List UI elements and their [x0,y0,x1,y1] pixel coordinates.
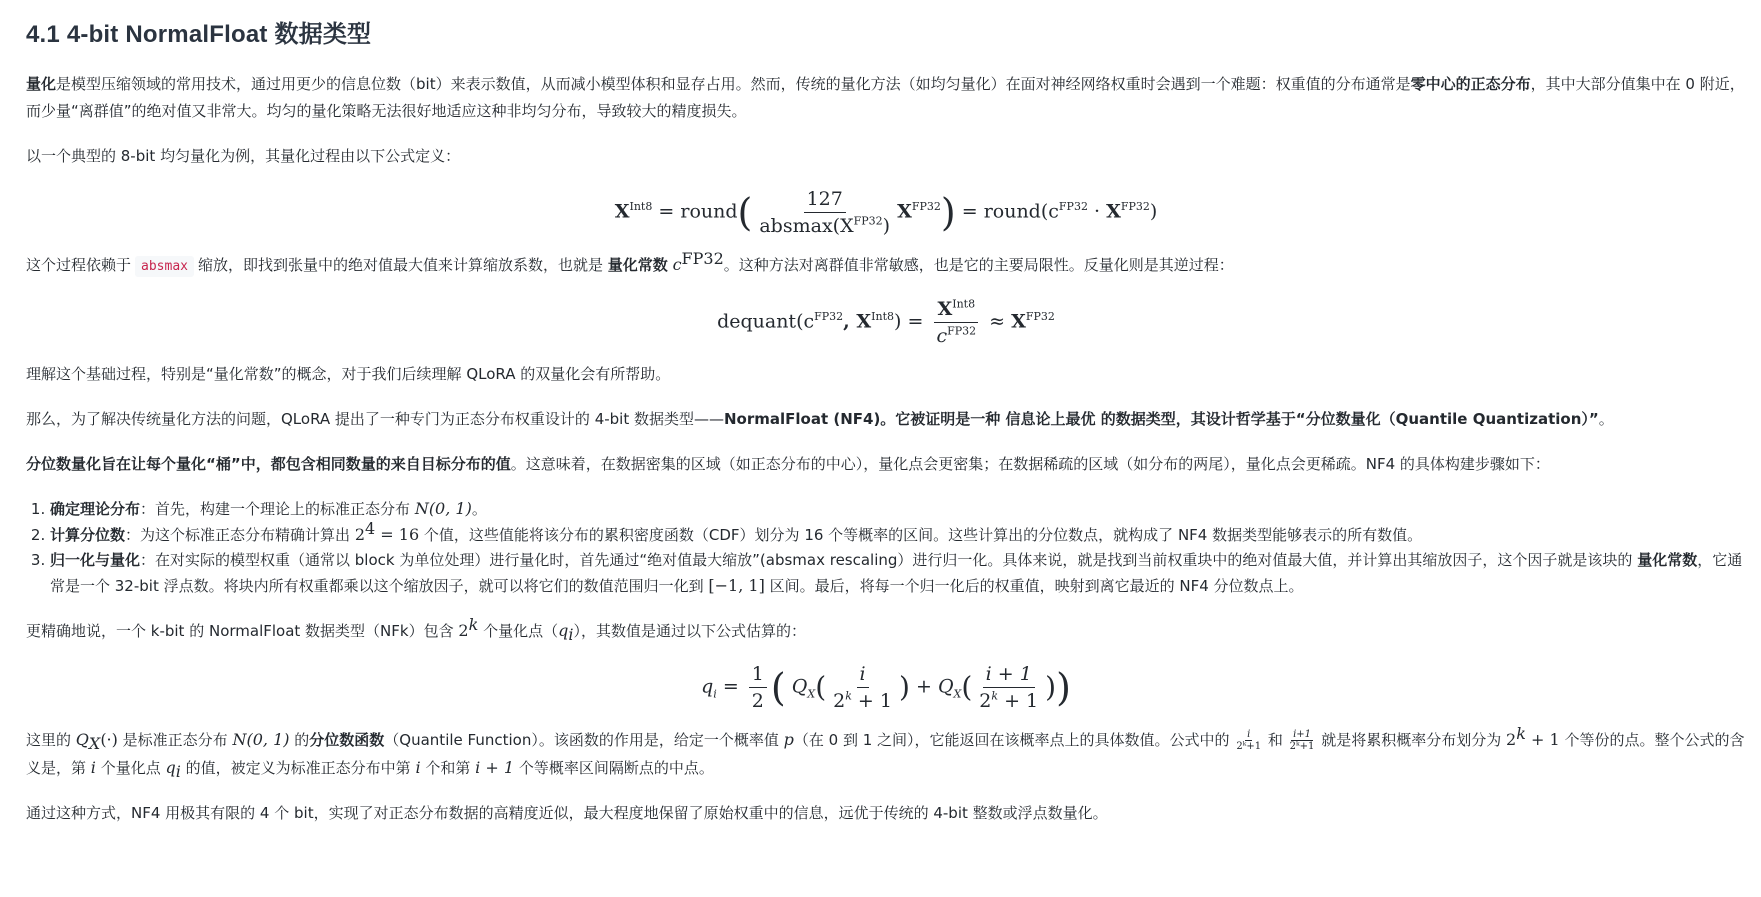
paren-icon: ) [1045,670,1057,704]
math: i [175,762,181,781]
math: k [1516,724,1526,743]
paren-icon: ) [898,670,910,704]
math: 2 [1506,730,1517,749]
math: FP32 [853,214,883,228]
math: 2 [458,621,469,640]
bold-term: 归一化与量化 [50,551,141,569]
text: 那么，为了解决传统量化方法的问题，QLoRA 提出了一种专门为正态分布权重设计的 4-bit 数据类型—— [26,410,724,428]
math: Int8 [871,310,894,324]
list-item [50,496,1746,522]
text: ），其数值是通过以下公式估算的： [573,622,806,640]
paragraph: 通过这种方式，NF4 用极其有限的 4 个 bit，实现了对正态分布数据的高精度近似，最大程度地保留了原始权重中的信息，远优于传统的 4-bit 整数或浮点数量化。 [26,804,1108,822]
math: c [936,325,948,347]
paren-icon: ) [1056,665,1071,710]
math: i [713,687,717,701]
numerator: i [1247,729,1251,740]
paren-icon: ( [770,665,786,710]
text: ，它通常是一个 32-bit 浮点数。将块内所有权重都乘以这个缩放因子，就可以将它们的数值范围归一化到 [50,551,1743,595]
math: i [90,758,96,777]
fraction [756,188,893,237]
list-item [50,548,1746,599]
bold-term: 量化常数 [1637,551,1698,569]
math: FP32 [814,310,844,324]
denominator [976,688,1041,712]
math: Int8 [952,297,976,311]
denominator: 2 [751,690,764,712]
quantization-formula: $X^{Int8}$ = round( $\frac{127}{absmax(X^{FP32})}$ $X^{FP32}$) = $round(c^{FP32} \cdot X^{FP32})$ [614,188,1158,237]
math: ) [882,215,891,237]
text: 个量化点 [100,759,161,777]
numerator: 1 [749,663,767,688]
fraction [1236,729,1261,752]
text: 个等份的点。整个公式的含义是，第 [26,731,1745,777]
math: k [468,615,479,634]
math: + [915,675,932,698]
paragraph [26,726,1746,782]
intro-paragraph [26,71,1746,125]
math: p [783,730,794,749]
text: 。这种方法对离群值非常敏感，也是它的主要局限性。反量化则是其逆过程： [723,256,1234,274]
math: ) [1149,200,1158,223]
paren-icon: ) [940,190,956,235]
math: k [845,689,852,703]
bold-term: 分位数量化旨在让每个量化“桶”中，都包含相同数量的来自目标分布的值 [26,455,511,473]
text: 这里的 [26,731,72,749]
text: 是标准正态分布 [122,731,228,749]
numerator: i + 1 [983,663,1035,688]
paragraph [26,251,1746,280]
text: 的值，被定义为标准正态分布中第 [185,759,411,777]
text: 区间。最后，将每一个归一化后的权重值，映射到离它最近的 NF4 分位数点上。 [769,577,1304,595]
math: , X [843,310,872,333]
text: 个值，这些值能将该分布的累积密度函数（CDF）划分为 16 个等概率的区间。这些计算出的分位数点，就构成了 NF4 数据类型能够表示的所有数值。 [423,526,1423,544]
math: 4 [365,519,376,538]
fraction [976,663,1041,712]
math: k [991,689,999,703]
paragraph [26,617,1746,645]
math: round [680,200,738,223]
math: N(0, 1) [414,499,472,518]
bold-term: 量化 [26,75,57,93]
math: X [88,734,101,753]
math: + 1 [998,690,1039,712]
bold-term: 分位数函数 [309,731,385,749]
math: Int8 [629,200,653,214]
math: X [1011,310,1026,333]
steps-list [26,496,1746,599]
paren-icon: ( [737,190,753,235]
fraction [749,663,767,712]
numerator [934,298,978,323]
bold-term: 零中心的正态分布 [1410,75,1531,93]
math: = 16 [375,525,420,544]
math: + 1 [851,690,892,712]
math: X [807,687,816,701]
text: 是模型压缩领域的常用技术，通过用更少的信息位数（bit）来表示数值，从而减小模型体积和显存占用。然而，传统的量化方法（如均匀量化）在面对神经网络权重时会遇到一个难题：权重值的分布通常是 [56,75,1411,93]
text: 缩放，即找到张量中的绝对值最大值来计算缩放系数，也就是 [197,256,603,274]
paren-icon: ( [961,670,973,704]
paragraph [26,451,1746,478]
math: round(c [983,200,1059,223]
math: X [937,298,953,320]
text: 。 [1598,410,1614,428]
text: 就是将累积概率分布划分为 [1321,731,1502,749]
list-item [50,519,1746,548]
text: ：首先，构建一个理论上的标准正态分布 [140,500,411,518]
text: ，其中大部分值集中在 0 附近，而少量“离群值”的绝对值又非常大。均匀的量化策略无法很好地适应这种非均匀分布，导致较大的精度损失。 [26,75,1745,120]
math: FP32 [911,200,941,214]
denominator: 2ᵏ+1 [1289,741,1315,752]
text: 个和第 [425,759,471,777]
text: 个量化点（ [483,622,559,640]
math: X [614,200,630,223]
text: 个等概率区间隔断点的中点。 [518,759,714,777]
bold-term: 计算分位数 [50,526,126,544]
math: FP32 [1025,310,1055,324]
text: ：为这个标准正态分布精确计算出 [125,526,351,544]
math: Q [75,730,89,749]
math: q [558,621,569,640]
math: [−1, 1] [708,576,765,595]
fraction [1290,729,1315,752]
math: X [897,200,912,223]
fraction [933,298,979,347]
math: (·) [100,730,118,749]
paren-icon: ( [815,670,827,704]
math: N(0, 1) [232,730,290,749]
numerator: i [857,663,869,688]
math: Q [791,675,808,698]
denominator [830,688,895,712]
bold-term: 确定理论分布 [50,500,141,518]
math: ) [894,310,902,333]
math: FP32 [947,324,977,338]
text: 的 [294,731,310,749]
math: absmax(X [759,215,854,237]
text: （Quantile Function）。该函数的作用是，给定一个概率值 [384,731,779,749]
math: i [415,758,421,777]
fraction [830,663,895,712]
math: FP32 [1120,200,1150,214]
math: X [953,687,962,701]
text: 这个过程依赖于 [26,256,132,274]
math: q [701,675,714,698]
nf4-formula [26,663,1746,712]
math: i [568,625,574,644]
numerator: 127 [804,188,846,213]
section-heading: 4.1 4-bit NormalFloat 数据类型 [26,21,372,48]
numerator: i+1 [1293,729,1312,740]
text: 。这意味着，在数据密集的区域（如正态分布的中心），量化点会更密集；在数据稀疏的区域（如分布的两尾），量化点会更稀疏。NF4 的具体构建步骤如下： [510,455,1550,473]
dequant-formula: $dequant(c^{FP32}$, $X^{Int8}$) = $\frac{X^{Int8}}{c^{FP32}}$ ≈ $X^{FP32}$ [717,297,1055,347]
math: = [722,675,739,698]
math: + 1 [1525,730,1560,749]
denominator [756,213,893,237]
math: X [1106,200,1121,223]
math: ≈ [989,310,1006,333]
text: 。 [471,500,487,518]
inline-code: absmax [135,256,194,277]
paragraph: 以一个典型的 8-bit 均匀量化为例，其量化过程由以下公式定义： [26,147,461,165]
math: 2 [979,690,992,712]
paragraph [26,406,1746,433]
text: （在 0 到 1 之间），它能返回在该概率点上的具体数值。公式中的 [793,731,1230,749]
math: dequant(c [717,310,815,333]
denominator: 2ᵏ+1 [1236,741,1262,752]
bold-term: NormalFloat (NF4)。它被证明是一种 信息论上最优 的数据类型，其设计哲学基于“分位数量化（Quantile Quantization）” [724,410,1599,428]
paragraph: 理解这个基础过程，特别是“量化常数”的概念，对于我们后续理解 QLoRA 的双量化会有所帮助。 [26,365,671,383]
text: 和 [1267,731,1283,749]
math: 2 [354,525,365,544]
math: FP32 [681,249,724,268]
math: q [165,758,176,777]
denominator [933,323,979,347]
math: 2 [833,690,846,712]
text: 更精确地说，一个 k-bit 的 NormalFloat 数据类型（NFk）包含 [26,622,454,640]
bold-term: 量化常数 [607,256,668,274]
math: · [1087,200,1107,223]
math: FP32 [1058,200,1088,214]
math: c [672,255,682,274]
math: Q [937,675,954,698]
math: i + 1 [475,758,515,777]
text: ：在对实际的模型权重（通常以 block 为单位处理）进行量化时，首先通过“绝对值最大缩放”(absmax rescaling）进行归一化。具体来说，就是找到当前权重块中的绝对值最大值，并计算出其缩放因子，这个因子就是该块的 [140,551,1633,569]
